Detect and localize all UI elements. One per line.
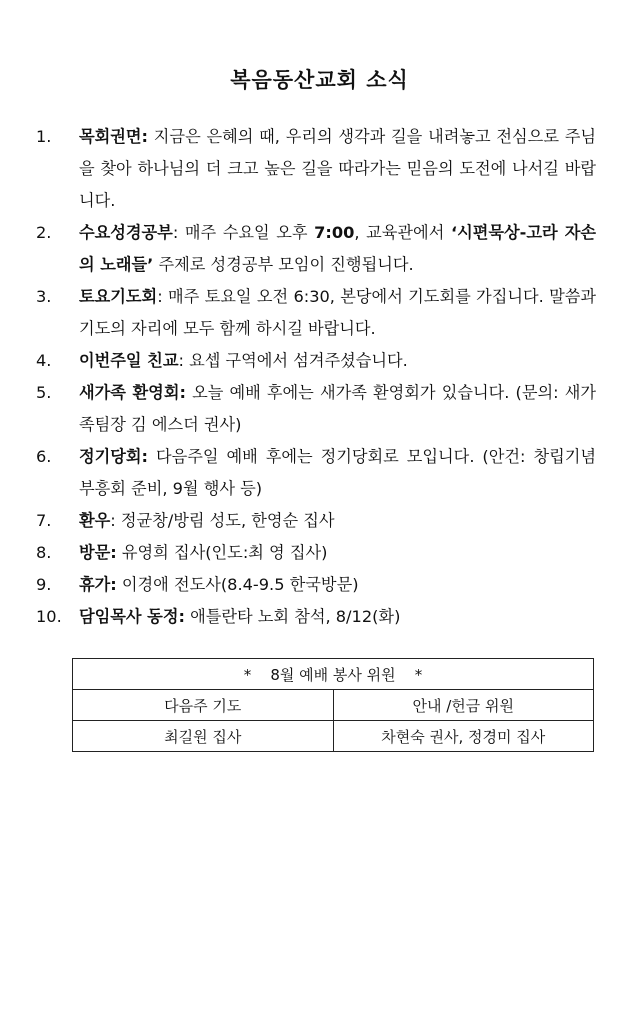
item-text: 애틀란타 노회 참석, 8/12(화) [184, 607, 401, 626]
item-number: 1. [36, 127, 52, 146]
item-text: 지금은 은혜의 때, 우리의 생각과 길을 내려놓고 전심으로 주님을 찾아 하나님의 더 크고 높은 길을 따라가는 믿음의 도전에 나서길 바랍니다. [79, 127, 596, 210]
item-number: 6. [36, 447, 52, 466]
col-header-usher-offering: 안내 /헌금 위원 [333, 690, 594, 721]
news-item-pastoral-exhortation [36, 121, 596, 217]
item-number: 4. [36, 351, 52, 370]
table-title: * 8월 예배 봉사 위원 * [73, 659, 594, 690]
news-item-wednesday-bible-study [36, 217, 596, 281]
item-text: 유영희 집사(인도:최 영 집사) [116, 543, 328, 562]
news-item-visit [36, 537, 596, 569]
item-heading: 휴가: [79, 575, 117, 594]
table-title-row [73, 659, 594, 690]
item-text: : 요셉 구역에서 섬겨주셨습니다. [178, 351, 408, 370]
item-number: 7. [36, 511, 52, 530]
table-row [73, 721, 594, 752]
news-list [36, 121, 596, 633]
item-text: , 교육관에서 [354, 223, 451, 242]
item-text: : 매주 수요일 오후 [172, 223, 315, 242]
item-text: : 매주 토요일 오전 6:30, 본당에서 기도회를 가집니다. 말씀과 기도의 자리에 모두 함께 하시길 바랍니다. [79, 287, 596, 338]
news-item-session-meeting [36, 441, 596, 505]
item-number: 2. [36, 223, 52, 242]
item-heading: 방문: [79, 543, 117, 562]
item-text: 다음주일 예배 후에는 정기당회로 모입니다. (안건: 창립기념 부흥회 준비, 9월 행사 등) [79, 447, 596, 498]
item-text: 오늘 예배 후에는 새가족 환영회가 있습니다. (문의: 새가족팀장 김 에스더 권사) [79, 383, 596, 434]
col-header-prayer: 다음주 기도 [73, 690, 334, 721]
item-topic: ‘시편묵상-고라 자손의 노래들’ [79, 223, 596, 274]
item-heading: 정기당회: [79, 447, 149, 466]
prayer-assignee: 최길원 집사 [73, 721, 334, 752]
service-duty-table [72, 658, 594, 752]
item-number: 5. [36, 383, 52, 402]
item-heading: 새가족 환영회: [79, 383, 186, 402]
table-header-row [73, 690, 594, 721]
news-item-fellowship [36, 345, 596, 377]
item-time: 7:00 [314, 223, 355, 242]
item-heading: 수요성경공부 [79, 223, 173, 242]
news-item-pastor-schedule [36, 601, 596, 633]
news-item-newcomer-welcome [36, 377, 596, 441]
item-number: 3. [36, 287, 52, 306]
news-item-sick-members [36, 505, 596, 537]
item-number: 9. [36, 575, 52, 594]
item-number: 8. [36, 543, 52, 562]
usher-offering-assignees: 차현숙 권사, 정경미 집사 [333, 721, 594, 752]
news-item-vacation [36, 569, 596, 601]
news-item-saturday-prayer [36, 281, 596, 345]
item-text: : 정균창/방림 성도, 한영순 집사 [110, 511, 335, 530]
item-text: 주제로 성경공부 모임이 진행됩니다. [153, 255, 414, 274]
item-heading: 토요기도회 [79, 287, 158, 306]
item-heading: 이번주일 친교 [79, 351, 179, 370]
item-number: 10. [36, 607, 62, 626]
item-heading: 목회권면: [79, 127, 149, 146]
page-title: 복음동산교회 소식 [230, 68, 409, 92]
item-text: 이경애 전도사(8.4-9.5 한국방문) [116, 575, 359, 594]
item-heading: 담임목사 동정: [79, 607, 185, 626]
item-heading: 환우 [79, 511, 111, 530]
